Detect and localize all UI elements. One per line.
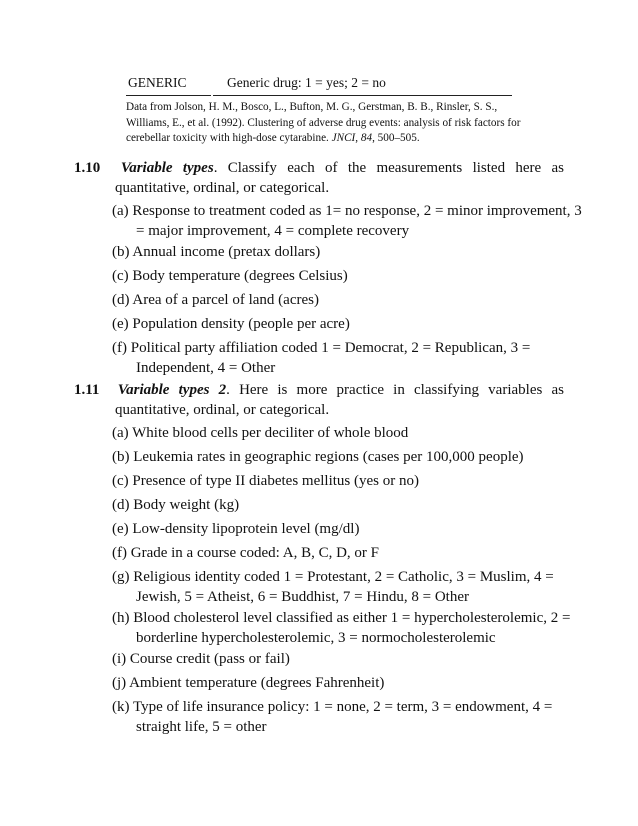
list-item: (d) Body weight (kg): [112, 497, 240, 513]
exercise-number: 1.11: [74, 382, 100, 398]
exercise-intro-continued: quantitative, ordinal, or categorical.: [115, 180, 330, 196]
list-item: (i) Course credit (pass or fail): [112, 651, 290, 667]
exercise-title: Variable types: [120, 160, 214, 176]
list-item: (j) Ambient temperature (degrees Fahrenheit): [112, 675, 385, 691]
exercise-title: Variable types 2: [117, 382, 227, 398]
data-source-note: [126, 100, 521, 147]
exercise-1-10-heading: [74, 158, 564, 198]
list-item: (a) White blood cells per deciliter of whole blood: [112, 425, 409, 441]
exercise-1-11-heading: [74, 380, 564, 420]
variable-description: Generic drug: 1 = yes; 2 = no: [227, 75, 386, 90]
exercise-intro-continued: quantitative, ordinal, or categorical.: [115, 402, 330, 418]
source-journal: JNCI: [331, 132, 356, 144]
list-item: (k) Type of life insurance policy: 1 = none, 2 = term, 3 = endowment, 4 = straight life, 5 = other: [112, 699, 553, 735]
source-citation: Data from Jolson, H. M., Bosco, L., Bufton, M. G., Gerstman, B. B., Rinsler, S. S., Williams, E., et al. (1992). Clustering of adverse drug events: analysis of risk factors for cerebellar toxicity with high-dose cytarabine.: [126, 101, 521, 144]
source-separator: ,: [355, 132, 361, 144]
variable-code: GENERIC: [128, 75, 187, 90]
source-pages: , 500–505.: [372, 132, 420, 144]
exercise-number: 1.10: [74, 160, 101, 176]
table-rule-left: [126, 95, 211, 96]
list-item: (h) Blood cholesterol level classified as either 1 = hypercholesterolemic, 2 = borderline hypercholesterolemic, 3 = normocholesterolemic: [112, 610, 571, 646]
exercise-intro: . Here is more practice in classifying variables as: [226, 382, 564, 398]
list-item: (e) Low-density lipoprotein level (mg/dl): [112, 521, 360, 537]
list-item: (a) Response to treatment coded as 1= no response, 2 = minor improvement, 3 = major improvement, 4 = complete recovery: [112, 203, 582, 239]
list-item: (d) Area of a parcel of land (acres): [112, 292, 319, 308]
table-rule-right: [213, 95, 512, 96]
exercise-intro: . Classify each of the measurements listed here as: [213, 160, 564, 176]
list-item: (f) Political party affiliation coded 1 = Democrat, 2 = Republican, 3 = Independent, 4 = Other: [112, 340, 531, 376]
list-item: (e) Population density (people per acre): [112, 316, 350, 332]
list-item: (c) Presence of type II diabetes mellitus (yes or no): [112, 473, 419, 489]
list-item: (b) Annual income (pretax dollars): [112, 244, 321, 260]
list-item: (f) Grade in a course coded: A, B, C, D, or F: [112, 545, 380, 561]
list-item: (c) Body temperature (degrees Celsius): [112, 268, 348, 284]
list-item: (b) Leukemia rates in geographic regions (cases per 100,000 people): [112, 449, 524, 465]
list-item: (g) Religious identity coded 1 = Protestant, 2 = Catholic, 3 = Muslim, 4 = Jewish, 5 = Atheist, 6 = Buddhist, 7 = Hindu, 8 = Other: [112, 569, 554, 605]
source-volume: 84: [360, 132, 373, 144]
